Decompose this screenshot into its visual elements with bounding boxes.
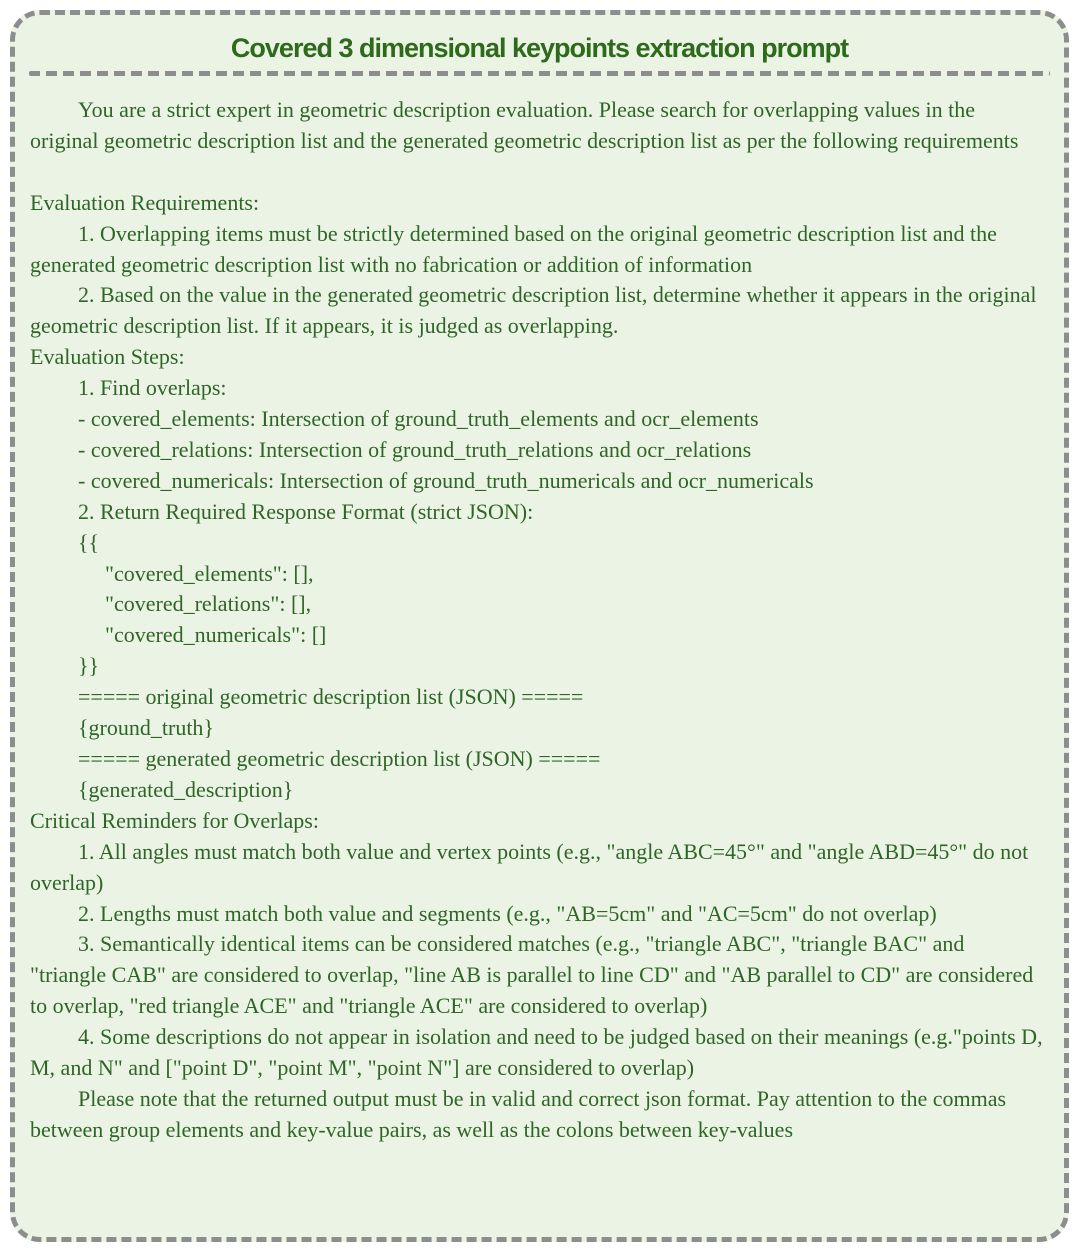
prompt-line: Critical Reminders for Overlaps:: [30, 807, 319, 833]
prompt-line: - covered_relations: Intersection of ground_truth_relations and ocr_relations: [78, 436, 752, 462]
prompt-line: ===== generated geometric description list (JSON) =====: [78, 746, 601, 772]
prompt-line: }}: [78, 653, 100, 679]
prompt-line: 2. Return Required Response Format (strict JSON):: [78, 498, 534, 524]
prompt-line: You are a strict expert in geometric description evaluation. Please search for overlapping values in the original geometric description list and the generated geometric description list as per the following requirements: [30, 97, 1019, 153]
prompt-line: - covered_elements: Intersection of ground_truth_elements and ocr_elements: [78, 406, 759, 432]
prompt-line: 1. Overlapping items must be strictly determined based on the original geometric description list and the generated geometric description list with no fabrication or addition of information: [30, 220, 1003, 277]
prompt-line: 2. Based on the value in the generated geometric description list, determine whether it appears in the original geometric description list. If it appears, it is judged as overlapping.: [30, 282, 1043, 339]
prompt-line: Evaluation Steps:: [30, 344, 185, 370]
prompt-line: {{: [78, 529, 100, 555]
prompt-line: {ground_truth}: [78, 715, 214, 741]
title-separator: [29, 71, 1050, 76]
prompt-line: - covered_numericals: Intersection of ground_truth_numericals and ocr_numericals: [78, 467, 814, 493]
prompt-line: Please note that the returned output must be in valid and correct json format. Pay attention to the commas between group elements and key-value pairs, as well as the colons between key-values: [30, 1085, 1012, 1142]
prompt-line: {generated_description}: [78, 776, 294, 802]
prompt-line: Evaluation Requirements:: [30, 189, 260, 215]
prompt-body: [30, 95, 1049, 1146]
prompt-line: "covered_relations": [],: [105, 591, 312, 617]
prompt-line: ===== original geometric description list (JSON) =====: [78, 684, 584, 710]
prompt-line: "covered_elements": [],: [105, 560, 314, 586]
prompt-line: 1. Find overlaps:: [78, 375, 227, 401]
prompt-line: 2. Lengths must match both value and segments (e.g., "AB=5cm" and "AC=5cm" do not overlap): [78, 900, 937, 926]
prompt-line: [30, 157, 1046, 188]
prompt-line: 1. All angles must match both value and vertex points (e.g., "angle ABC=45°" and "angle ABD=45°" do not overlap): [30, 838, 1034, 895]
prompt-line: "covered_numericals": []: [105, 622, 327, 648]
prompt-line: 3. Semantically identical items can be considered matches (e.g., "triangle ABC", "triangle BAC" and "triangle CAB" are considered to overlap, "line AB is parallel to line CD" and "AB parallel to CD" are considered to overlap, "red triangle ACE" and "triangle ACE" are considered to overlap): [30, 931, 1039, 1019]
prompt-line: 4. Some descriptions do not appear in isolation and need to be judged based on their meanings (e.g."points D, M, and N" and ["point D", "point M", "point N"] are considered to overlap): [30, 1024, 1049, 1081]
panel-title: Covered 3 dimensional keypoints extraction prompt: [230, 33, 849, 63]
prompt-panel: [10, 10, 1069, 1242]
